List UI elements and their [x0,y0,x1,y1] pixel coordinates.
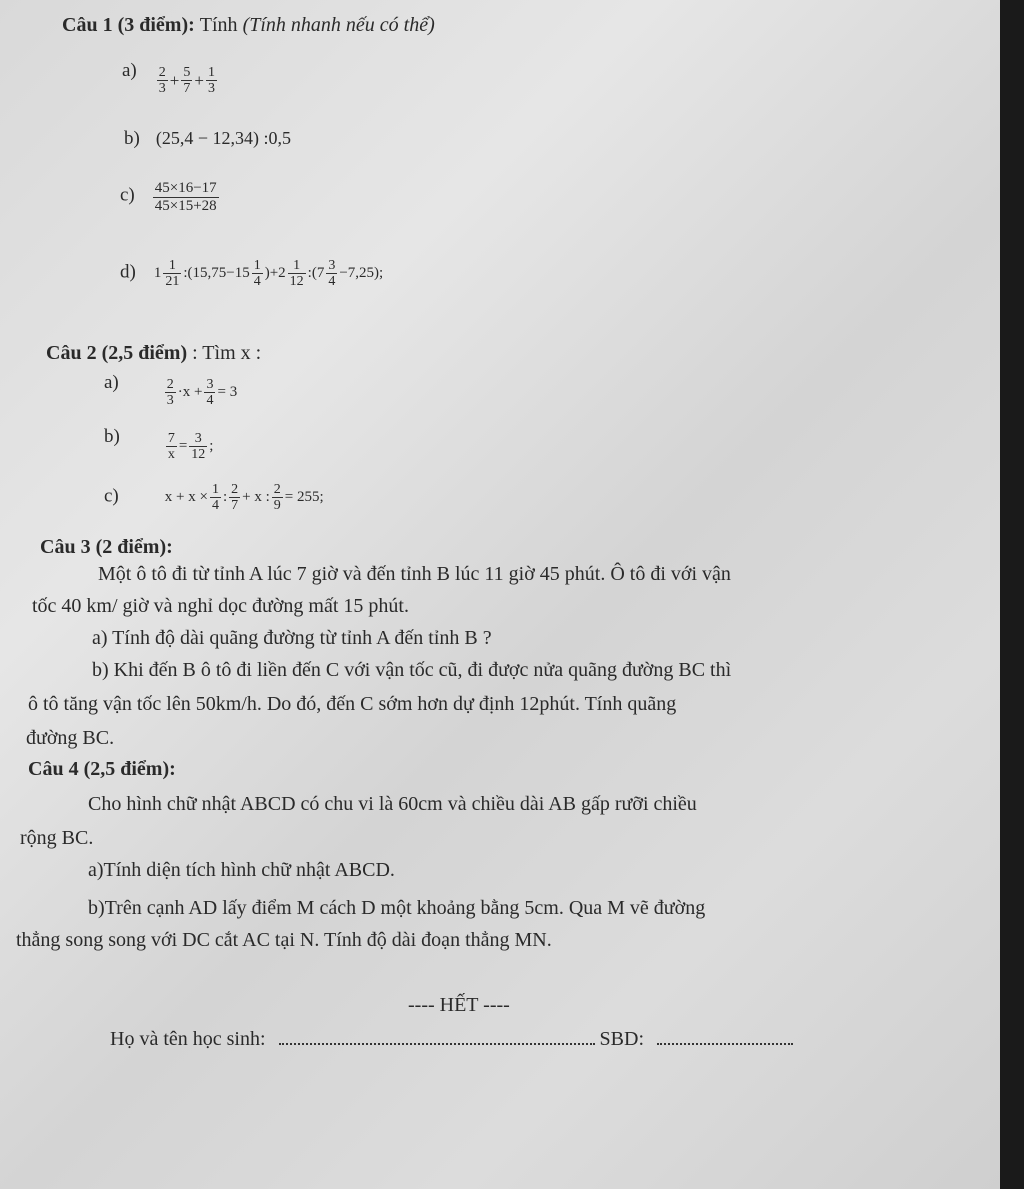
q1-d: d) 1 $\frac{1}{21}$ :(15,75−15 $\frac{1}{4}$ )+2 $\frac{1}{12}$ :(7 $\frac{3}{4}$ −7,25); [120,258,384,290]
q2-b-expression: $\frac{7}{x}$ = $\frac{3}{12}$ ; [167,431,214,463]
q2-c-expression: x + x × $\frac{1}{4}$ : $\frac{2}{7}$ + x : $\frac{2}{9}$ = 255; [164,482,324,514]
q4-line-1: Cho hình chữ nhật ABCD có chu vi là 60cm và chiều dài AB gấp rưỡi chiều [88,793,697,815]
q4-line-2: rộng BC. [20,827,94,849]
q3-part-a: a) Tính độ dài quãng đường từ tỉnh A đến tỉnh B ? [92,627,492,649]
q1-a-expression: $\frac{2}{3}$ + $\frac{5}{7}$ + $\frac{1}{3}$ [158,65,215,97]
student-name-row [110,1028,793,1051]
q2-b: b) $\frac{7}{x}$ = $\frac{3}{12}$ ; [104,426,214,463]
q1-c-fraction: $\frac{45\times 16-17}{45\times 15+28}$ [154,180,217,214]
q3-part-b-line-2: ô tô tăng vận tốc lên 50km/h. Do đó, đến C sớm hơn dự định 12phút. Tính quãng [28,693,677,715]
q2-c: c) x + x × $\frac{1}{4}$ : $\frac{2}{7}$ + x : $\frac{2}{9}$ = 255; [104,482,324,514]
q4-heading: Câu 4 (2,5 điểm): [28,758,176,780]
student-name-blank[interactable] [279,1043,595,1045]
q3-heading: Câu 3 (2 điểm): [40,536,173,558]
q1-a: a) $\frac{2}{3}$ + $\frac{5}{7}$ + $\frac{1}{3}$ [122,60,219,97]
sbd-blank[interactable] [657,1043,793,1045]
student-name-label: Họ và tên học sinh: [110,1028,266,1050]
q2-a: a) $\frac{2}{3}$ ·x + $\frac{3}{4}$ = 3 [104,372,238,409]
q4-part-b-line-2: thẳng song song với DC cắt AC tại N. Tính độ dài đoạn thẳng MN. [16,929,552,951]
q1-heading: Câu 1 (3 điểm): Tính (Tính nhanh nếu có thể) [62,14,435,36]
q3-line-2: tốc 40 km/ giờ và nghỉ dọc đường mất 15 phút. [32,595,409,617]
q3-part-b-line-1: b) Khi đến B ô tô đi liền đến C với vận tốc cũ, đi được nửa quãng đường BC thì [92,659,732,681]
q4-part-b-line-1: b)Trên cạnh AD lấy điểm M cách D một khoảng bằng 5cm. Qua M vẽ đường [88,897,706,919]
q1-b: b) (25,4 − 12,34) :0,5 [124,128,291,149]
q2-a-expression: $\frac{2}{3}$ ·x + $\frac{3}{4}$ = 3 [166,377,238,409]
end-marker: ---- HẾT ---- [408,994,510,1016]
q2-heading: Câu 2 (2,5 điểm) : Tìm x : [46,342,262,364]
q1-c: c) $\frac{45\times 16-17}{45\times 15+28}$ [120,180,217,214]
q3-part-b-line-3: đường BC. [26,727,115,749]
q1-d-expression: 1 $\frac{1}{21}$ :(15,75−15 $\frac{1}{4}$ )+2 $\frac{1}{12}$ :(7 $\frac{3}{4}$ −7,25); [153,258,384,290]
q1-b-expression: (25,4 − 12,34) :0,5 [155,128,291,148]
sbd-label: SBD: [599,1028,644,1050]
q4-part-a: a)Tính diện tích hình chữ nhật ABCD. [88,859,395,881]
q3-line-1: Một ô tô đi từ tỉnh A lúc 7 giờ và đến tỉnh B lúc 11 giờ 45 phút. Ô tô đi với vận [98,563,731,585]
